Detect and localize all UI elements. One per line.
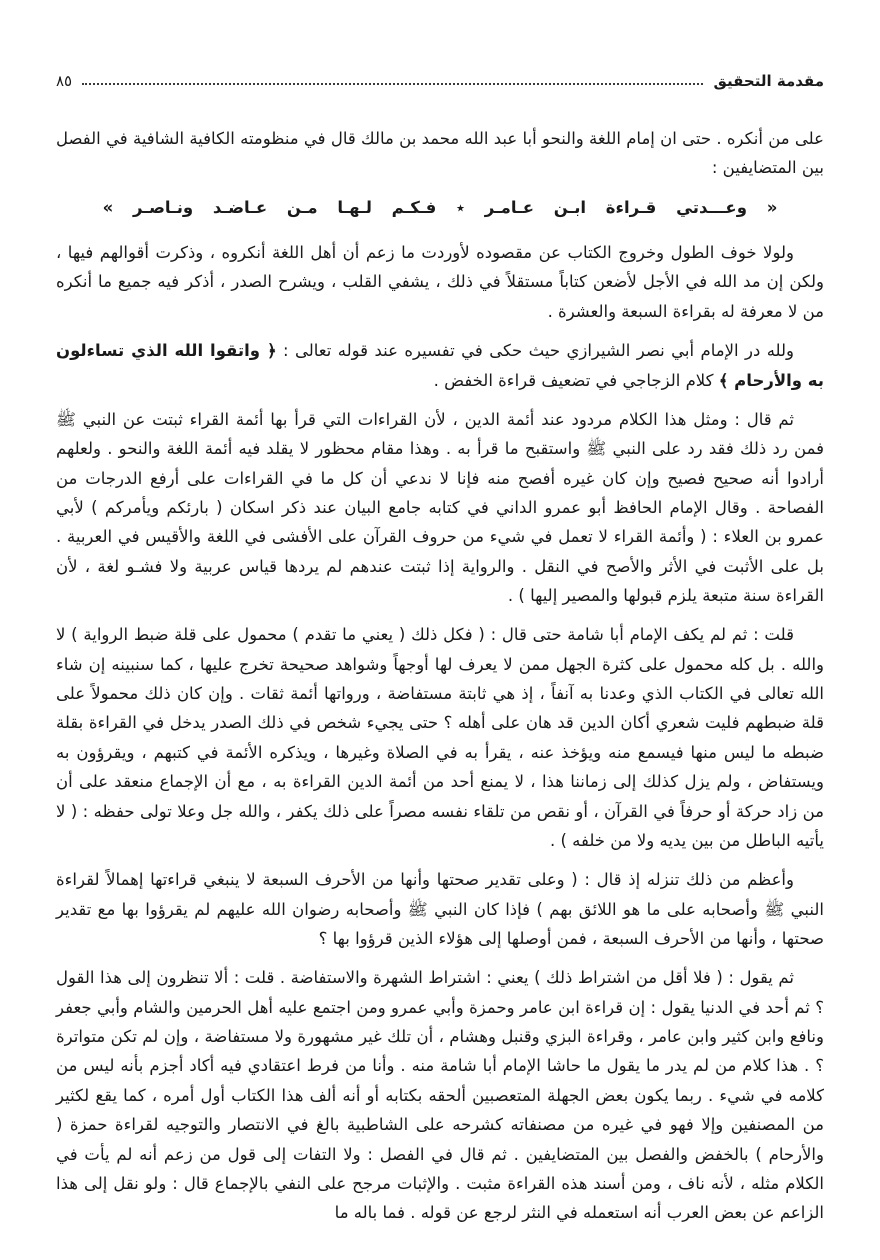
chapter-title: مقدمة التحقيق	[713, 72, 824, 90]
running-header	[56, 72, 824, 90]
dotted-leader	[82, 83, 703, 85]
paragraph-text: كلام الزجاجي في تضعيف قراءة الخفض .	[433, 370, 719, 390]
paragraph-text: ولله در الإمام أبي نصر الشيرازي حيث حكى في تفسيره عند قوله تعالى :	[276, 341, 794, 361]
poetry-verse: « وعـــدتي قـراءة ابـن عـامـر ٭ فـكـم لـهـا مـن عـاضـد ونـاصـر »	[102, 197, 778, 217]
paragraph-continuation: على من أنكره . حتى ان إمام اللغة والنحو أبا عبد الله محمد بن مالك قال في منظومته الكافية الشافية في الفصل بين المتضايفين :	[56, 129, 824, 178]
paragraph: وأعظم من ذلك تنزله إذ قال : ( وعلى تقدير صحتها وأنها من الأحرف السبعة لا ينبغي قراءتها إهمالاً لقراءة النبي ﷺ وأصحابه على ما هو اللائق بهم ) فإذا كان النبي ﷺ وأصحابه رضوان الله عليهم لم يقرؤوا بها مع تقدير صحتها ، وأنها من الأحرف السبعة ، فمن أوصلها إلى هؤلاء الذين قرؤوا بها ؟	[56, 870, 824, 948]
paragraph: قلت : ثم لم يكف الإمام أبا شامة حتى قال : ( فكل ذلك ( يعني ما تقدم ) محمول على قلة ضبط الرواية ) لا والله . بل كله محمول على كثرة الجهل ممن لا يعرف لها أوجهاً وشواهد صحيحة تخرج عليها ، كما سنبينه إن شاء الله تعالى في الكتاب الذي وعدنا به آنفاً ، إذ هي ثابتة مستفاضة ، ورواتها أئمة ثقات . وإن كان ذلك محمولاً على قلة ضبطهم فليت شعري أكان الدين قد هان على أهله ؟ حتى يجيء شخص في ذلك الصدر يدخل في القراءة بقلة ضبطه ما ليس منها فيسمع منه ويؤخذ عنه ، يقرأ به في الصلاة وغيرها ، ويذكره الأئمة في كتبهم ، ويقرؤون به ويستفاض ، ولم يزل كذلك إلى زماننا هذا ، لا يمنع أحد من أئمة الدين القراءة به ، مع أن الإجماع منعقد على أن من زاد حركة أو حرفاً في القرآن ، أو نقص من تلقاء نفسه مصراً على ذلك يكفر ، والله جل وعلا تولى حفظه : ( لا يأتيه الباطل من بين يديه ولا من خلفه ) .	[56, 625, 824, 850]
page-number: ٨٥	[56, 72, 73, 90]
paragraph: ثم يقول : ( فلا أقل من اشتراط ذلك ) يعني : اشتراط الشهرة والاستفاضة . قلت : ألا تنظرون إلى هذا القول ؟ ثم أحد في الدنيا يقول : إن قراءة ابن عامر وحمزة وأبي عمرو ومن اجتمع عليه أهل الحرمين والشام وأبي جعفر ونافع وابن كثير وابن عامر ، وقراءة البزي وقنبل وهشام ، أن تلك غير مشهورة ولا مستفاضة ، وإن لم تكن متواترة ؟ . هذا كلام من لم يدر ما يقول ما حاشا الإمام أبا شامة منه . وأنا من فرط اعتقادي فيه أكاد أجزم بأنه ليس من كلامه في شيء . ربما يكون بعض الجهلة المتعصبين ألحقه بكتابه أو أنه ألف هذا الكتاب أول أمره ، كما يقع لكثير من المصنفين وإلا فهو في غيره من مصنفاته كشرحه على الشاطبية بالغ في الانتصار والتوجيه لقراءة حمزة ( والأرحام ) بالخفض والفصل بين المتضايفين . ثم قال في الفصل : ولا التفات إلى قول من زعم أنه لم يأت في الكلام مثله ، لأنه ناف ، ومن أسند هذه القراءة مثبت . والإثبات مرجح على النفي بالإجماع قال : ولو نقل إلى هذا الزاعم عن بعض العرب أنه استعمله في النثر لرجع عن قوله . فما باله ما	[56, 968, 824, 1223]
page-body	[56, 124, 824, 1228]
paragraph-with-quran-citation	[56, 336, 824, 395]
quran-citation: ﴿ واتقوا الله الذي تساءلون به والأرحام ﴾	[56, 341, 824, 390]
paragraph: ثم قال : ومثل هذا الكلام مردود عند أئمة الدين ، لأن القراءات التي قرأ بها أئمة القراء ثبتت عن النبي ﷺ فمن رد ذلك فقد رد على النبي ﷺ واستقبح ما قرأ به . وهذا مقام محظور لا يقلد فيه أئمة اللغة والنحو . ولعلهم أرادوا أنه صحيح فصيح وإن كان غيره أفصح منه فإنا لا ندعي أن كل ما في القراءات على أرفع الدرجات من الفصاحة . وقال الإمام الحافظ أبو عمرو الداني في كتابه جامع البيان عند ذكر اسكان ( بارئكم ويأمركم ) لأبي عمرو بن العلاء : ( وأئمة القراء لا تعمل في شيء من حروف القرآن على الأفشى في اللغة والأقيس في العربية . بل على الأثبت في الأثر والأصح في النقل . والرواية إذا ثبتت عندهم لم يردها قياس عربية ولا فشـو لغة ، لأن القراءة سنة متبعة يلزم قبولها والمصير إليها ) .	[56, 409, 824, 606]
paragraph: ولولا خوف الطول وخروج الكتاب عن مقصوده لأوردت ما زعم أن أهل اللغة أنكروه ، وذكرت أقوالهم فيها ، ولكن إن مد الله في الأجل لأضعن كتاباً مستقلاً في ذلك ، يشفي القلب ، ويشرح الصدر ، أذكر فيه جميع ما أنكره من لا معرفة له بقراءة السبعة والعشرة .	[56, 243, 824, 321]
